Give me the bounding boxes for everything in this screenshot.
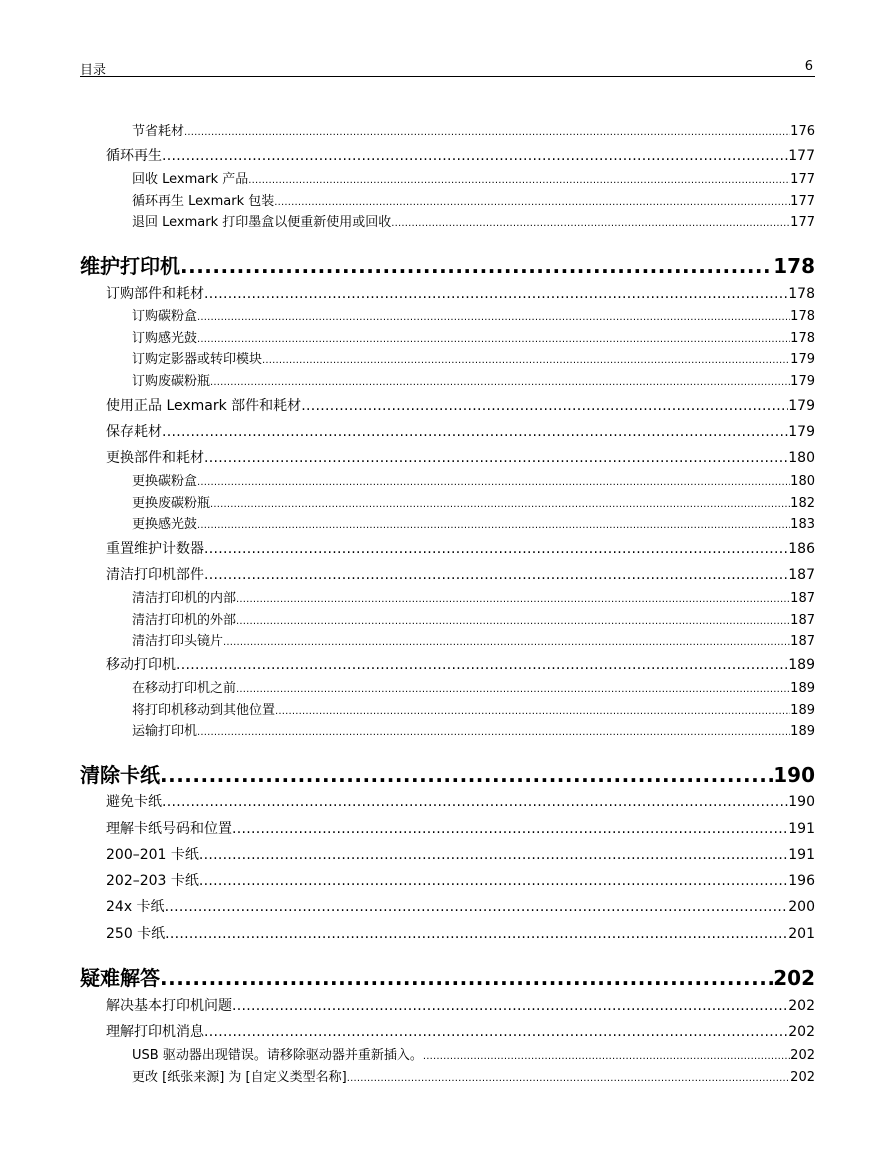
toc-entry-page: 180 [790, 474, 815, 489]
toc-entry-title: 解决基本打印机问题 [106, 998, 232, 1014]
toc-leader-dots [274, 197, 790, 208]
toc-entry-page: 176 [790, 124, 815, 139]
toc-entry-title: 重置维护计数器 [106, 541, 204, 557]
toc-entry-title: 24x 卡纸 [106, 899, 165, 915]
toc-leader-dots [197, 477, 790, 488]
toc-entry[interactable] [106, 1021, 815, 1041]
toc-leader-dots [160, 966, 773, 990]
toc-leader-dots [301, 398, 788, 414]
toc-entry-page: 178 [790, 331, 815, 346]
toc-leader-dots [236, 684, 790, 695]
toc-leader-dots [197, 520, 790, 531]
toc-entry-page: 200 [788, 899, 815, 915]
toc-leader-dots [197, 334, 790, 345]
toc-entry-page: 178 [788, 286, 815, 302]
toc-entry-title: 更换碳粉盒 [132, 474, 198, 489]
toc-leader-dots [180, 254, 773, 278]
toc-entry-title: 202–203 卡纸 [106, 873, 199, 889]
toc-entry-title: 循环再生 [106, 148, 162, 164]
toc-leader-dots [210, 499, 790, 510]
toc-entry[interactable] [106, 564, 815, 584]
toc-entry[interactable] [106, 791, 815, 811]
toc-entry-title: 清除卡纸 [80, 763, 160, 787]
toc-entry-page: 187 [790, 613, 815, 628]
toc-leader-dots [232, 998, 788, 1014]
toc-entry-page: 202 [773, 966, 815, 990]
toc-leader-dots [275, 706, 790, 717]
toc-leader-dots [204, 286, 788, 302]
toc-entry[interactable] [132, 677, 815, 696]
toc-chapter[interactable] [80, 759, 815, 788]
toc-entry[interactable] [106, 870, 815, 890]
toc-entry-title: 回收 Lexmark 产品 [132, 172, 249, 187]
toc-entry[interactable] [132, 120, 815, 139]
toc-entry-title: 运输打印机 [132, 724, 198, 739]
toc-entry-page: 177 [790, 172, 815, 187]
toc-entry[interactable] [132, 492, 815, 511]
toc-entry[interactable] [132, 190, 815, 209]
toc-entry[interactable] [132, 470, 815, 489]
toc-entry-page: 179 [788, 398, 815, 414]
toc-entry[interactable] [132, 327, 815, 346]
header-page-number: 6 [804, 59, 813, 74]
toc-entry-title: 在移动打印机之前 [132, 681, 237, 696]
toc-leader-dots [204, 1024, 788, 1040]
toc-entry-title: 订购废碳粉瓶 [132, 374, 211, 389]
toc-leader-dots [210, 377, 790, 388]
toc-entry[interactable] [132, 1044, 815, 1063]
toc-entry[interactable] [106, 421, 815, 441]
toc-entry-page: 189 [790, 681, 815, 696]
toc-entry-title: 理解打印机消息 [106, 1024, 204, 1040]
toc-entry-title: 循环再生 Lexmark 包装 [132, 194, 275, 209]
toc-entry-title: 清洁打印机的内部 [132, 591, 237, 606]
toc-entry-page: 191 [788, 821, 815, 837]
toc-entry-page: 177 [790, 215, 815, 230]
toc-leader-dots [232, 821, 788, 837]
toc-entry-page: 202 [790, 1070, 815, 1085]
toc-leader-dots [162, 794, 788, 810]
toc-entry-page: 186 [788, 541, 815, 557]
toc-leader-dots [262, 355, 790, 366]
toc-entry[interactable] [106, 654, 815, 674]
toc-entry-page: 187 [788, 567, 815, 583]
toc-leader-dots [423, 1051, 790, 1062]
toc-leader-dots [347, 1073, 790, 1084]
toc-entry-page: 182 [790, 496, 815, 511]
toc-entry-page: 178 [773, 254, 815, 278]
toc-entry-page: 189 [788, 657, 815, 673]
toc-entry-page: 179 [788, 424, 815, 440]
toc-leader-dots [236, 616, 790, 627]
toc-entry[interactable] [132, 348, 815, 367]
toc-leader-dots [197, 312, 790, 323]
toc-leader-dots [162, 424, 788, 440]
toc-entry-page: 196 [788, 873, 815, 889]
toc-entry-title: 更换部件和耗材 [106, 450, 204, 466]
toc-entry-title: 订购感光鼓 [132, 331, 198, 346]
toc-entry[interactable] [106, 283, 815, 303]
toc-entry[interactable] [132, 587, 815, 606]
toc-entry[interactable] [132, 1066, 815, 1085]
toc-entry-title: 清洁打印头镜片 [132, 634, 224, 649]
toc-entry[interactable] [106, 923, 815, 943]
toc-entry[interactable] [132, 513, 815, 532]
toc-entry-page: 180 [788, 450, 815, 466]
toc-leader-dots [204, 567, 788, 583]
toc-leader-dots [184, 127, 790, 138]
page-header [80, 56, 815, 77]
toc-entry-title: 避免卡纸 [106, 794, 162, 810]
toc-leader-dots [176, 657, 788, 673]
toc-entry-page: 179 [790, 374, 815, 389]
toc-entry-title: 使用正品 Lexmark 部件和耗材 [106, 398, 302, 414]
toc-leader-dots [199, 873, 788, 889]
toc-entry-title: 疑难解答 [80, 966, 160, 990]
toc-entry-title: 更换感光鼓 [132, 517, 198, 532]
toc-entry-page: 191 [788, 847, 815, 863]
toc-entry-page: 189 [790, 724, 815, 739]
toc-entry-title: 250 卡纸 [106, 926, 166, 942]
toc-leader-dots [197, 727, 790, 738]
toc-entry-title: 订购定影器或转印模块 [132, 352, 263, 367]
toc-entry-title: 订购部件和耗材 [106, 286, 204, 302]
header-title: 目录 [80, 63, 107, 78]
toc-entry-title: 维护打印机 [80, 254, 180, 278]
toc-entry-page: 190 [773, 763, 815, 787]
toc-leader-dots [165, 926, 788, 942]
toc-leader-dots [162, 148, 788, 164]
toc-entry[interactable] [132, 305, 815, 324]
toc-leader-dots [165, 899, 789, 915]
toc-entry-page: 187 [790, 591, 815, 606]
toc-entry-page: 183 [790, 517, 815, 532]
toc-entry-page: 177 [788, 148, 815, 164]
toc-entry[interactable] [132, 370, 815, 389]
toc-entry[interactable] [106, 395, 815, 415]
toc-entry-page: 187 [790, 634, 815, 649]
toc-chapter[interactable] [80, 962, 815, 991]
toc-chapter[interactable] [80, 250, 815, 279]
toc-entry-title: 移动打印机 [106, 657, 176, 673]
toc-leader-dots [199, 847, 788, 863]
toc-entry-page: 178 [790, 309, 815, 324]
toc-entry-page: 202 [788, 1024, 815, 1040]
toc-entry-title: 更换废碳粉瓶 [132, 496, 211, 511]
toc-entry-page: 177 [790, 194, 815, 209]
toc-leader-dots [391, 218, 790, 229]
toc-entry-title: 理解卡纸号码和位置 [106, 821, 232, 837]
toc-entry[interactable] [132, 609, 815, 628]
toc-entry-page: 202 [788, 998, 815, 1014]
toc-entry-title: 订购碳粉盒 [132, 309, 198, 324]
toc-entry[interactable] [106, 447, 815, 467]
toc-entry-page: 190 [788, 794, 815, 810]
toc-entry-page: 189 [790, 703, 815, 718]
toc-entry[interactable] [106, 538, 815, 558]
toc-leader-dots [160, 763, 773, 787]
toc-entry[interactable] [106, 995, 815, 1015]
toc-entry-title: 200–201 卡纸 [106, 847, 199, 863]
toc-entry-title: 节省耗材 [132, 124, 185, 139]
toc-entry-page: 201 [788, 926, 815, 942]
toc-entry-title: 更改 [纸张来源] 为 [自定义类型名称] [132, 1070, 347, 1085]
toc-entry[interactable] [106, 145, 815, 165]
toc-entry[interactable] [132, 699, 815, 718]
toc-entry[interactable] [106, 844, 815, 864]
toc-entry[interactable] [106, 896, 815, 916]
toc-entry[interactable] [132, 630, 815, 649]
toc-entry-title: 退回 Lexmark 打印墨盒以便重新使用或回收 [132, 215, 392, 230]
toc-entry[interactable] [132, 720, 815, 739]
toc-leader-dots [248, 175, 790, 186]
toc-entry[interactable] [132, 211, 815, 230]
toc-leader-dots [223, 637, 790, 648]
toc-entry-title: 清洁打印机的外部 [132, 613, 237, 628]
toc-entry[interactable] [106, 818, 815, 838]
toc-entry-title: 清洁打印机部件 [106, 567, 204, 583]
toc-leader-dots [204, 450, 788, 466]
toc-entry-page: 179 [790, 352, 815, 367]
toc-leader-dots [204, 541, 788, 557]
toc-entry-title: 保存耗材 [106, 424, 162, 440]
toc-entry[interactable] [132, 168, 815, 187]
toc-entry-page: 202 [790, 1048, 815, 1063]
toc-entry-title: 将打印机移动到其他位置 [132, 703, 276, 718]
toc-entry-title: USB 驱动器出现错误。请移除驱动器并重新插入。 [132, 1048, 423, 1063]
toc-leader-dots [236, 594, 790, 605]
